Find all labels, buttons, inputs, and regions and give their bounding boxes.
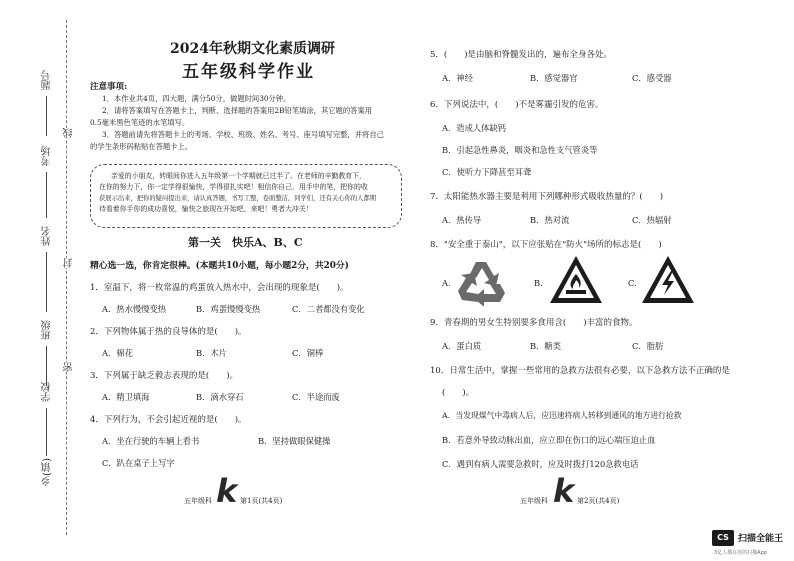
question-4-stem: 4．下列行为，不会引起近视的是( )。 (90, 415, 247, 425)
question-6-option-b: B．引起急性鼻炎，咽炎和急性支气管炎等 (442, 145, 598, 155)
question-1-option-b: B．鸡蛋慢慢变热 (196, 304, 261, 314)
question-6-option-c: C．使听力下降甚至耳聋 (442, 167, 532, 177)
question-9-option-a: A．蛋白质 (442, 341, 482, 351)
exam-title: 2024年秋期文化素质调研 (170, 41, 335, 57)
question-8-option-c: C. (628, 278, 637, 288)
fire-warning-sign-icon (548, 254, 604, 306)
question-3-option-c: C．半途而废 (292, 392, 340, 402)
question-10-option-a: A．当发现煤气中毒病人后，应迅速将病人转移到通风的地方进行抢救 (442, 411, 682, 420)
camscanner-tagline: 3亿人都在用的扫描App (714, 550, 767, 556)
question-2-option-c: C．铜棒 (292, 348, 324, 358)
question-5-option-b: B．感觉器官 (530, 73, 578, 83)
question-4-option-a: A．坐在行驶的车辆上看书 (102, 436, 200, 446)
welcome-line: 在你的努力下，你一定学得很愉快，学得很扎实吧！相信你自己，用手中的笔，把你的收 (99, 183, 368, 191)
recycle-sign-icon (456, 258, 508, 306)
left-footer-page: 第1页(共4页) (240, 497, 283, 505)
binding-fill-line (46, 96, 47, 136)
question-5-option-c: C．感受器 (632, 73, 672, 83)
question-4-option-b: B．坚持做眼保健操 (258, 436, 331, 446)
question-3-option-b: B．滴水穿石 (196, 392, 244, 402)
electric-warning-sign-icon (640, 254, 696, 306)
binding-divider-seal: 封 (64, 258, 75, 268)
note-item: 2．请将答案填写在答题卡上，判断、选择题的答案用2B铅笔填涂，其它题的答案用 (102, 106, 373, 115)
welcome-line: 获展示出来，把你的疑问提出来，请认真答题，书写工整，卷面整洁，同学们，还有关心你的人都期 (99, 195, 377, 202)
note-item: 0.5毫米黑色笔迹的水笔填写。 (90, 118, 190, 127)
question-9-option-b: B．糖类 (530, 341, 561, 351)
camscanner-logo-icon: CS (712, 530, 734, 546)
binding-divider-secret: 密 (64, 362, 75, 372)
welcome-line: 待看着你手你的成功喜悦，愉快之旅现在开始吧，来吧！勇者大冲关！ (99, 205, 313, 213)
binding-label-question-no: 题号 (42, 70, 53, 90)
left-footer-label: 五年级科 (184, 497, 212, 505)
section-title: 第一关 快乐A、B、C (188, 236, 303, 249)
binding-fill-line (46, 172, 47, 218)
binding-label-name: 姓名 (42, 226, 53, 246)
camscanner-name: 扫描全能王 (738, 534, 784, 544)
question-7-stem: 7．太阳能热水器主要是利用下列哪种形式吸收热量的？( ) (430, 192, 664, 202)
question-4-option-c: C．趴在桌子上写字 (102, 458, 175, 468)
question-1-option-c: C．二者都没有变化 (292, 304, 365, 314)
question-1-stem: 1．室温下，将一枚常温的鸡蛋放入热水中，会出现的现象是( )。 (90, 283, 349, 293)
question-3-stem: 3．下列属于缺乏毅志表现的是( )。 (90, 371, 239, 381)
k-watermark: k (216, 472, 238, 510)
question-10-blank: ( )。 (442, 388, 475, 398)
right-footer-page: 第2页(共4页) (577, 497, 620, 505)
question-7-option-c: C．热辐射 (632, 215, 672, 225)
binding-divider-line: 线 (64, 128, 75, 138)
right-footer-label: 五年级科 (520, 497, 548, 505)
k-watermark: k (553, 472, 575, 510)
question-2-option-a: A．棉花 (102, 348, 133, 358)
question-7-option-b: B．热对流 (530, 215, 570, 225)
exam-subtitle: 五年级科学作业 (182, 62, 315, 82)
question-8-option-a: A. (442, 278, 451, 288)
question-10-stem: 10．日常生活中，掌握一些常用的急救方法很有必要，以下急救方法不正确的是 (430, 366, 730, 376)
question-10-option-b: B．若意外导致动脉出血，应立即在伤口的远心端压迫止血 (442, 435, 656, 445)
question-8-option-b: B. (534, 278, 543, 288)
question-2-stem: 2．下列物体属于热的良导体的是( )。 (90, 327, 247, 337)
question-1-option-a: A．热水慢慢变热 (102, 304, 167, 314)
binding-label-school: 学校 (42, 382, 53, 402)
binding-fill-line (46, 408, 47, 456)
notes-title: 注意事项: (90, 82, 128, 92)
binding-label-class: 班级 (42, 320, 53, 340)
section-instruction: 精心选一选，你肯定很棒。(本题共10小题，每小题2分，共20分) (90, 261, 349, 271)
binding-dashed-line (66, 20, 67, 535)
note-item: 3．答题前请先将答题卡上的考场、学校、班级、姓名、考号、座号填写完整，并将自己 (102, 130, 384, 139)
question-10-option-c: C．遇到有病人需要急救时，应及时拨打120急救电话 (442, 459, 639, 469)
welcome-box (90, 164, 402, 228)
question-6-stem: 6．下列说法中，( )不是雾霾引发的危害。 (430, 100, 604, 110)
binding-fill-line (46, 346, 47, 386)
question-9-option-c: C．脂肪 (632, 341, 664, 351)
note-item: 1．本作业共4页，四大题，满分50分，做题时间30分钟。 (102, 94, 291, 103)
question-3-option-a: A．精卫填海 (102, 392, 150, 402)
question-5-option-a: A．神经 (442, 73, 473, 83)
binding-fill-line (46, 252, 47, 312)
binding-label-town: 乡(镇) (42, 458, 53, 486)
binding-label-exam-room: 考场 (42, 146, 53, 166)
welcome-line: 亲爱的小朋友，转眼间你进入五年级第一个学期就已过半了。在老师的辛勤教育下， (111, 172, 366, 180)
question-5-stem: 5．( )是由脑和脊髓发出的，遍布全身各处。 (430, 50, 613, 60)
question-7-option-a: A．热传导 (442, 215, 482, 225)
question-2-option-b: B．木片 (196, 348, 227, 358)
question-9-stem: 9．青春期的男女生特别要多食用含( )丰富的食物。 (430, 318, 638, 328)
question-8-stem: 8．"安全重于泰山"，以下应张贴在"防火"场所的标志是( ) (430, 240, 662, 250)
note-item: 的学生条形码粘贴在答题卡上。 (90, 142, 193, 151)
question-6-option-a: A．造成人体缺钙 (442, 123, 507, 133)
